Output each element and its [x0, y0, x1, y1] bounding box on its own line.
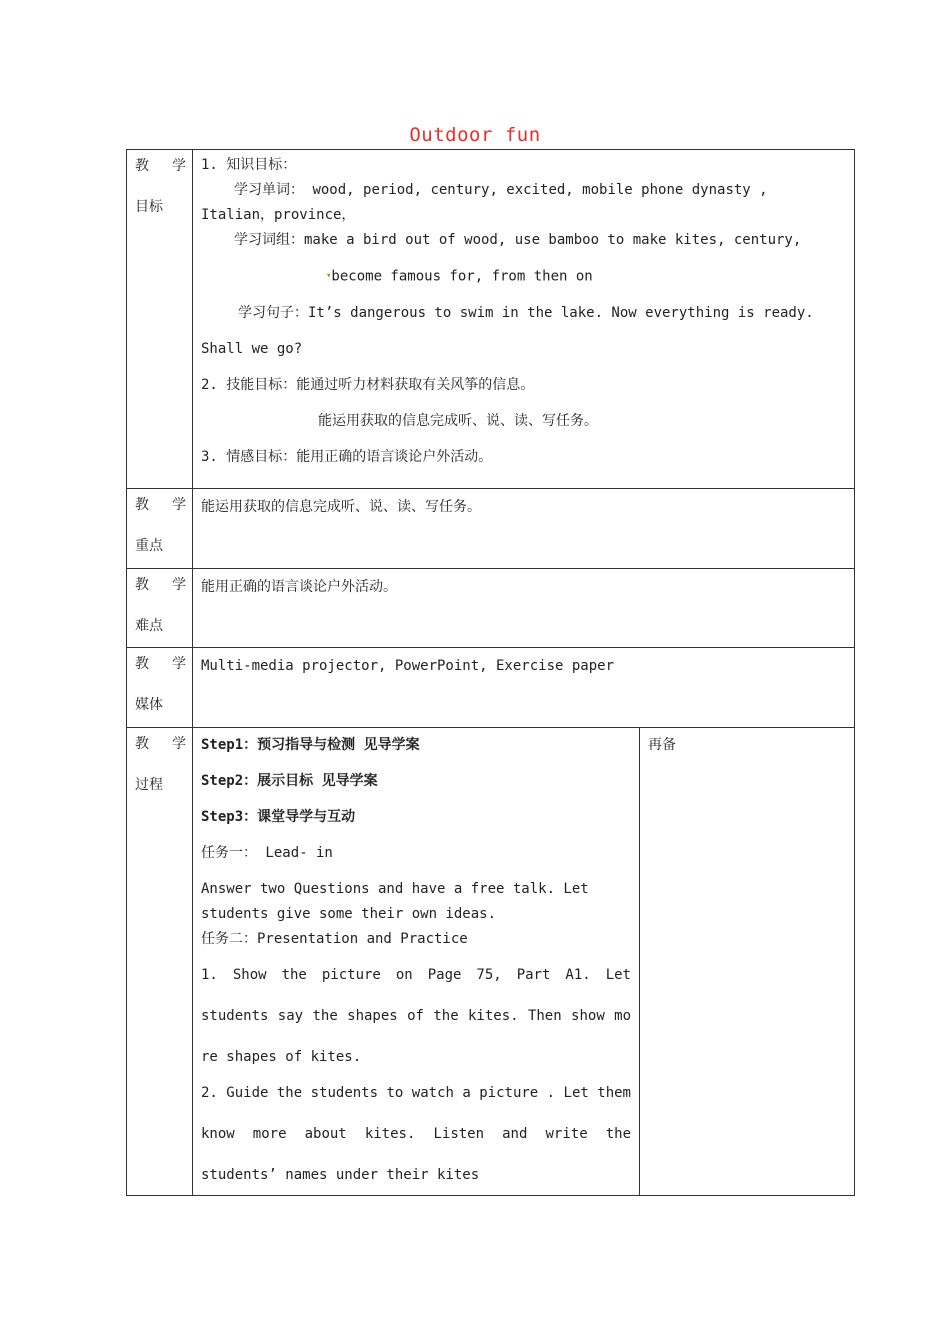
- process-label: 教 学 过程: [127, 728, 193, 1196]
- step3: Step3：课堂导学与互动: [201, 809, 356, 825]
- step1: Step1：预习指导与检测 见导学案: [201, 737, 420, 753]
- key-points-row: [127, 489, 855, 569]
- key-points-label: 教 学 重点: [127, 489, 193, 569]
- media-label: 教 学 媒体: [127, 648, 193, 728]
- notes-column: 再备: [640, 728, 855, 1196]
- skill-continued: 能运用获取的信息完成听、说、读、写任务。: [318, 412, 598, 429]
- task2: 任务二：Presentation and Practice: [201, 931, 468, 947]
- sentence-line: 学习句子：It’s dangerous to swim in the lake. Now everything is ready.: [238, 304, 814, 321]
- knowledge-heading: 1. 知识目标：: [201, 157, 297, 173]
- process-content: Step1：预习指导与检测 见导学案 Step2：展示目标 见导学案 Step3：课堂导学与互动 任务一： Lead- in Answer two Questions and have a free talk. Let students give some their own ideas. 任务二：Presentation and Practice 1. Show the picture on Page 75, Part A1. Let students say the shapes of the kites. Then show mo re shapes of kites. 2. Guide the students to watch a picture . Let them know more about kites. Listen and write the students’ names under their kites: [193, 728, 640, 1196]
- page-title: Outdoor fun: [409, 124, 541, 146]
- skill-objective: 2. 技能目标：能通过听力材料获取有关风筝的信息。: [201, 376, 535, 393]
- phrase-line: 学习词组：make a bird out of wood, use bamboo to make kites, century,: [234, 232, 802, 248]
- sentence-continued: Shall we go?: [201, 340, 303, 357]
- objectives-content: [193, 150, 855, 489]
- objectives-label: 教 学 目标: [127, 150, 193, 489]
- key-points-content: 能运用获取的信息完成听、说、读、写任务。: [193, 489, 855, 569]
- step2: Step2：展示目标 见导学案: [201, 773, 378, 789]
- emotion-objective: 3. 情感目标：能用正确的语言谈论户外活动。: [201, 448, 493, 465]
- edit-mark-icon: ▾: [326, 271, 332, 281]
- media-content: Multi-media projector, PowerPoint, Exercise paper: [193, 648, 855, 728]
- difficulties-label: 教 学 难点: [127, 569, 193, 648]
- vocab-line: 学习单词： wood, period, century, excited, mobile phone dynasty ,: [234, 182, 768, 198]
- task1: 任务一： Lead- in: [201, 845, 333, 861]
- process-row: [127, 728, 855, 1196]
- difficulties-row: [127, 569, 855, 648]
- vocab-continued: Italian，province，: [201, 207, 356, 223]
- phrase-continued: ▾become famous for, from then on: [326, 268, 593, 285]
- objectives-row: [127, 150, 855, 489]
- difficulties-content: 能用正确的语言谈论户外活动。: [193, 569, 855, 648]
- lesson-plan-table: [126, 149, 855, 1196]
- media-row: [127, 648, 855, 728]
